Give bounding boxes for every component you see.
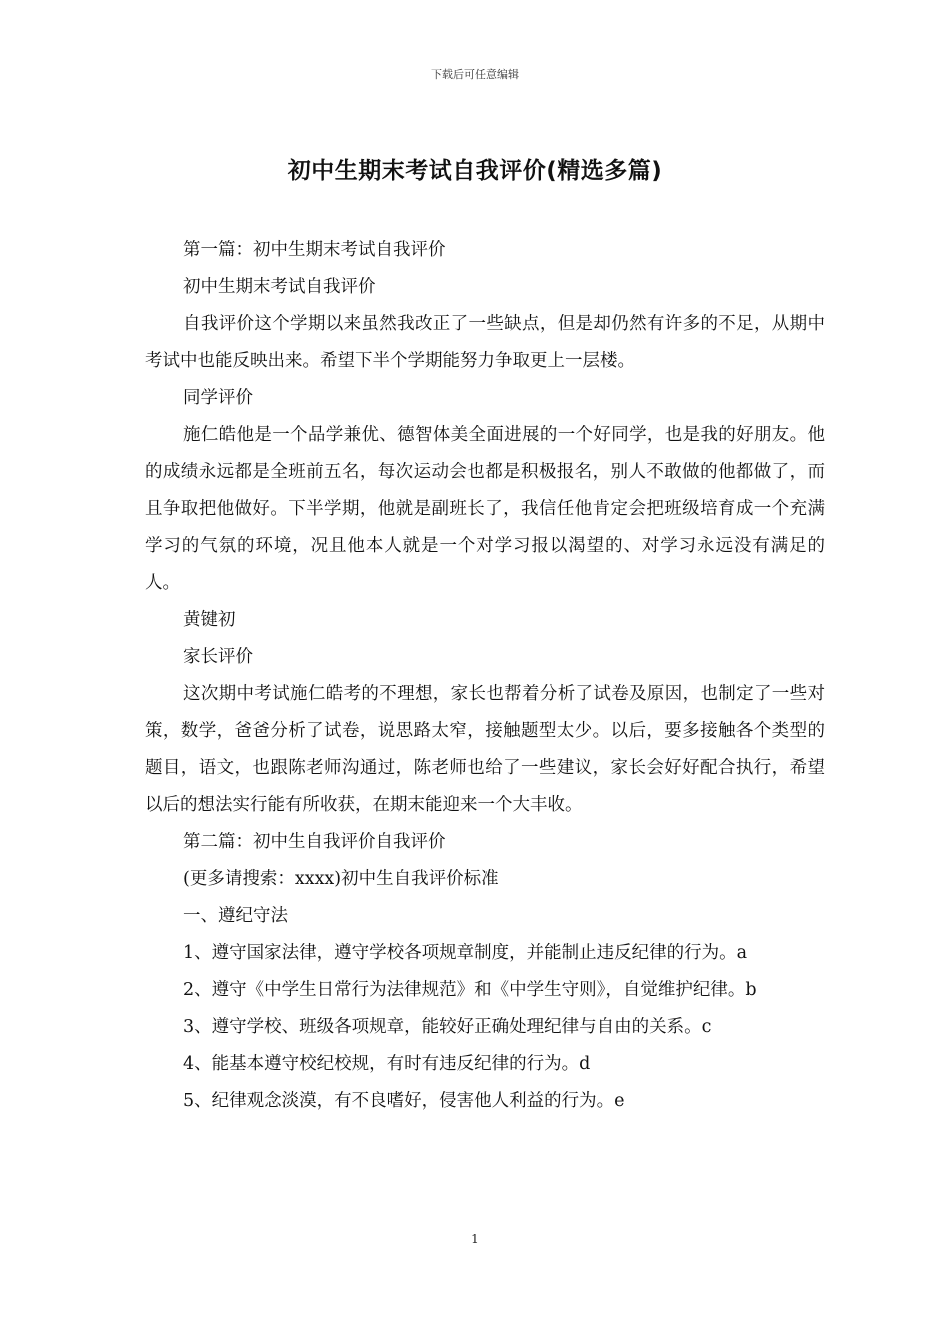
document-body (145, 232, 825, 1120)
paragraph: 这次期中考试施仁皓考的不理想，家长也帮着分析了试卷及原因，也制定了一些对策，数学，爸爸分析了试卷，说思路太窄，接触题型太少。以后，要多接触各个类型的题目，语文，也跟陈老师沟通过，陈老师也给了一些建议，家长会好好配合执行，希望以后的想法实行能有所收获，在期末能迎来一个大丰收。 (145, 684, 825, 815)
paragraph: 5、纪律观念淡漠，有不良嗜好，侵害他人利益的行为。e (183, 1091, 625, 1111)
paragraph: 自我评价这个学期以来虽然我改正了一些缺点，但是却仍然有许多的不足，从期中考试中也能反映出来。希望下半个学期能努力争取更上一层楼。 (145, 314, 825, 371)
paragraph: 1、遵守国家法律，遵守学校各项规章制度，并能制止违反纪律的行为。a (183, 943, 748, 963)
paragraph: 3、遵守学校、班级各项规章，能较好正确处理纪律与自由的关系。c (183, 1017, 712, 1037)
paragraph: 一、遵纪守法 (183, 906, 288, 926)
page-header-note: 下载后可任意编辑 (431, 68, 519, 81)
paragraph: 家长评价 (183, 647, 253, 667)
paragraph: 第一篇：初中生期末考试自我评价 (183, 240, 446, 260)
paragraph: (更多请搜索：xxxx)初中生自我评价标准 (183, 869, 499, 889)
page-number: 1 (471, 1232, 479, 1246)
paragraph: 4、能基本遵守校纪校规，有时有违反纪律的行为。d (183, 1054, 591, 1074)
paragraph: 第二篇：初中生自我评价自我评价 (183, 832, 446, 852)
paragraph: 黄键初 (183, 610, 236, 630)
paragraph: 同学评价 (183, 388, 253, 408)
document-title: 初中生期末考试自我评价(精选多篇) (287, 158, 663, 184)
paragraph: 施仁皓他是一个品学兼优、德智体美全面进展的一个好同学，也是我的好朋友。他的成绩永远都是全班前五名，每次运动会也都是积极报名，别人不敢做的他都做了，而且争取把他做好。下半学期，他就是副班长了，我信任他肯定会把班级培育成一个充满学习的气氛的环境，况且他本人就是一个对学习报以渴望的、对学习永远没有满足的人。 (145, 425, 825, 593)
paragraph: 2、遵守《中学生日常行为法律规范》和《中学生守则》，自觉维护纪律。b (183, 980, 757, 1000)
paragraph: 初中生期末考试自我评价 (183, 277, 376, 297)
